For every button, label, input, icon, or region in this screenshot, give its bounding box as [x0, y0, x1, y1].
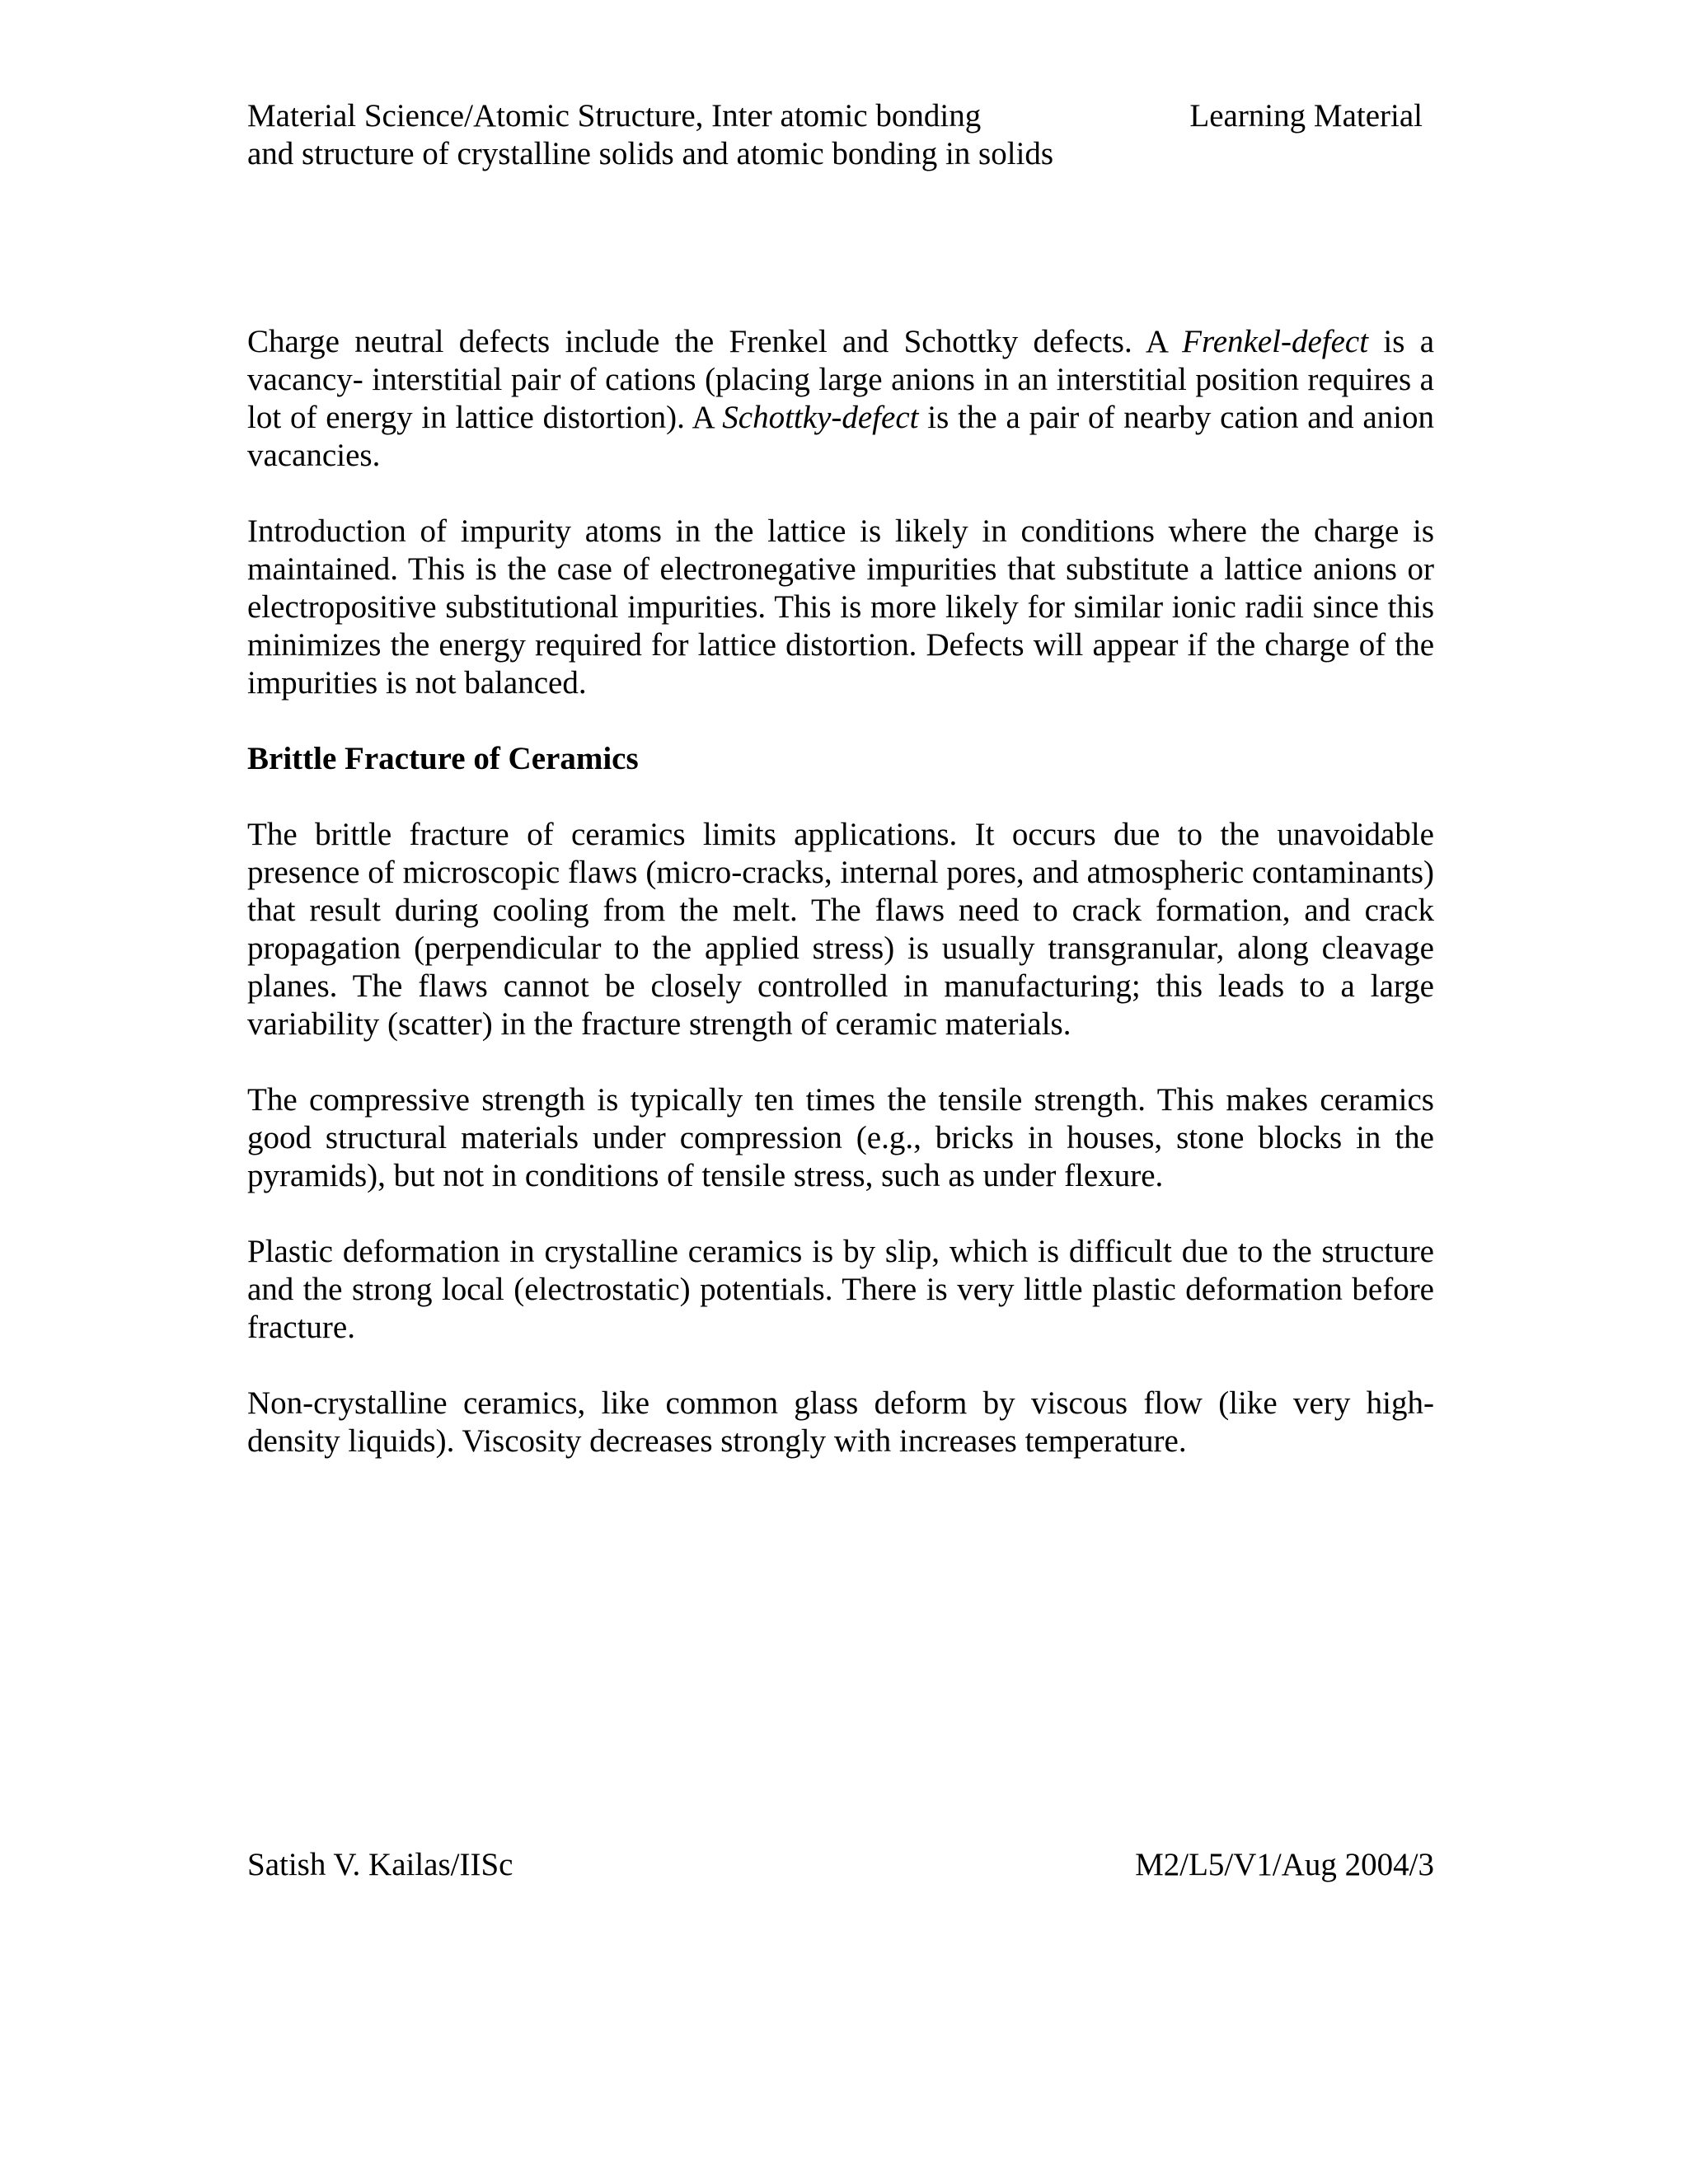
header-material-type: Learning Material [1189, 98, 1423, 134]
page-body [247, 323, 1434, 1498]
paragraph-non-crystalline: Non-crystalline ceramics, like common glass deform by viscous flow (like very high-density liquids). Viscosity decreases strongly with increases temperature. [247, 1385, 1434, 1459]
footer-author: Satish V. Kailas/IISc [247, 1847, 513, 1882]
footer-page-id: M2/L5/V1/Aug 2004/3 [1135, 1847, 1434, 1882]
term-frenkel-defect: Frenkel-defect [1182, 324, 1369, 359]
paragraph-brittle-fracture: The brittle fracture of ceramics limits applications. It occurs due to the unavoidable presence of microscopic flaws (micro-cracks, internal pores, and atmospheric contaminants) that result during cooling from the melt. The flaws need to crack formation, and crack propagation (perpendicular to the applied stress) is usually transgranular, along cleavage planes. The flaws cannot be closely controlled in manufacturing; this leads to a large variability (scatter) in the fracture strength of ceramic materials. [247, 817, 1434, 1042]
paragraph-text: Charge neutral defects include the Frenkel and Schottky defects. A [247, 324, 1183, 359]
section-heading: Brittle Fracture of Ceramics [247, 741, 639, 776]
header-course-title [247, 97, 1154, 173]
paragraph-text: is a vacancy- interstitial pair of cations (placing large anions in an interstitial position requires a lot of energy in lattice distortion). A [247, 324, 1435, 435]
paragraph-impurity-atoms: Introduction of impurity atoms in the lattice is likely in conditions where the charge is maintained. This is the case of electronegative impurities that substitute a lattice anions or electropositive substitutional impurities. This is more likely for similar ionic radii since this minimizes the energy required for lattice distortion. Defects will appear if the charge of the impurities is not balanced. [247, 513, 1434, 701]
term-schottky-defect: Schottky-defect [722, 400, 919, 435]
header-title-line-2: and structure of crystalline solids and atomic bonding in solids [247, 136, 1054, 171]
paragraph-compressive-strength: The compressive strength is typically ten times the tensile strength. This makes ceramics good structural materials under compression (e.g., bricks in houses, stone blocks in the pyramids), but not in conditions of tensile stress, such as under flexure. [247, 1082, 1434, 1193]
paragraph-text: is the a pair of nearby cation and anion vacancies. [247, 400, 1434, 473]
paragraph-plastic-deformation: Plastic deformation in crystalline ceramics is by slip, which is difficult due to the structure and the strong local (electrostatic) potentials. There is very little plastic deformation before fracture. [247, 1234, 1434, 1345]
header-title-line-1: Material Science/Atomic Structure, Inter atomic bonding [247, 98, 982, 134]
paragraph-charge-neutral-defects [247, 323, 1434, 475]
